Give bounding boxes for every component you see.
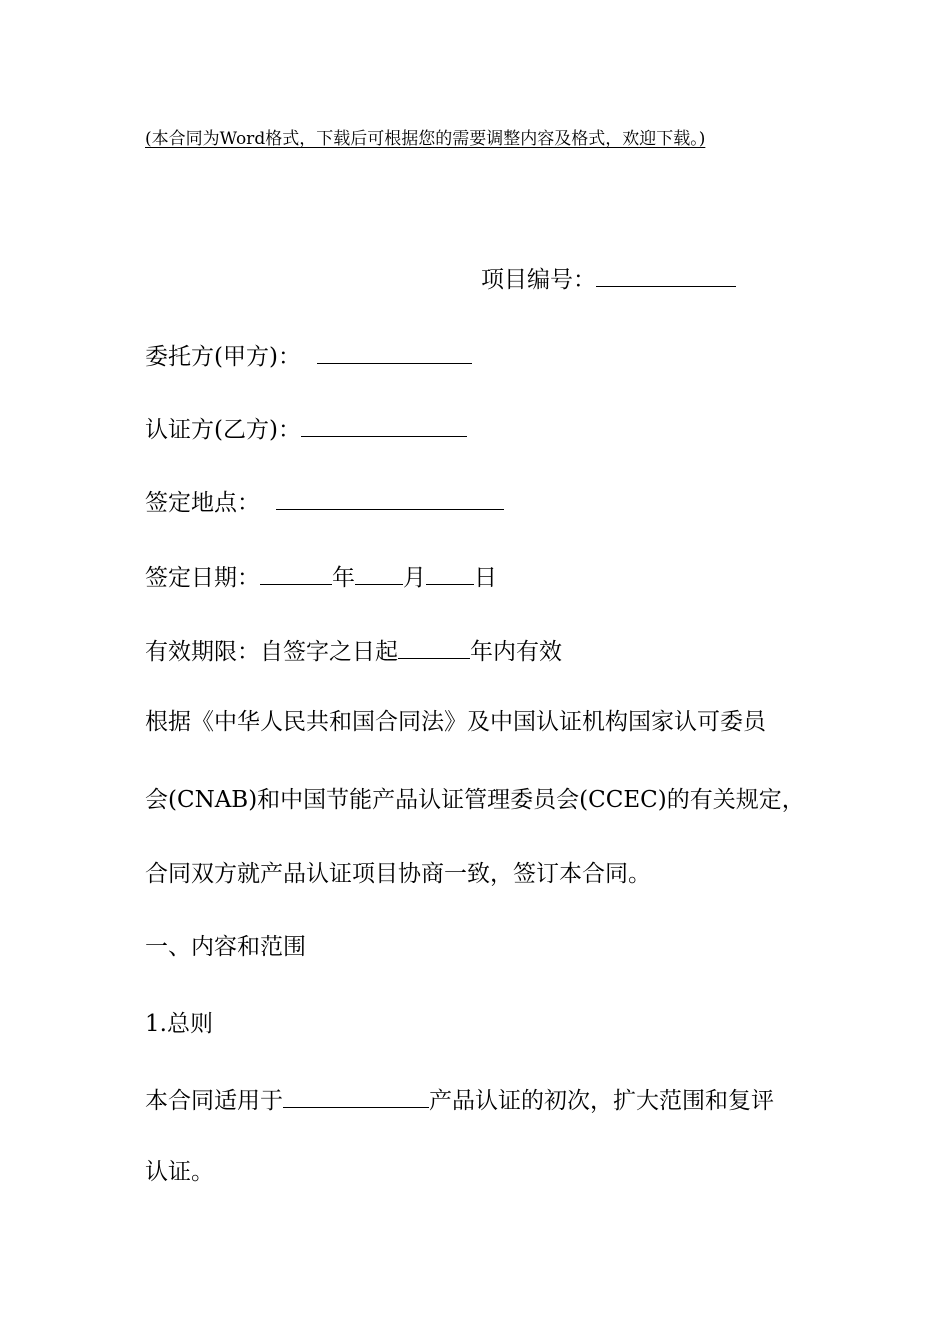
scope-prefix: 本合同适用于 bbox=[145, 1088, 283, 1114]
scope-suffix: 产品认证的初次，扩大范围和复评 bbox=[429, 1088, 774, 1114]
scope-line-1 bbox=[145, 1083, 774, 1116]
party-b-blank bbox=[301, 412, 467, 437]
year-label: 年 bbox=[332, 565, 355, 591]
product-blank bbox=[283, 1083, 429, 1108]
party-a-label: 委托方(甲方)： bbox=[145, 344, 301, 370]
preamble-line-3: 合同双方就产品认证项目协商一致，签订本合同。 bbox=[145, 861, 651, 887]
validity-label: 有效期限：自签字之日起 bbox=[145, 639, 398, 665]
signing-place-blank bbox=[276, 485, 504, 510]
validity-suffix: 年内有效 bbox=[470, 639, 562, 665]
project-number-label: 项目编号： bbox=[481, 267, 596, 293]
party-b-label: 认证方(乙方)： bbox=[145, 417, 301, 443]
party-a-line bbox=[145, 339, 472, 372]
project-number-blank bbox=[596, 262, 736, 287]
section-1-title: 一、内容和范围 bbox=[145, 934, 306, 960]
validity-years-blank bbox=[398, 634, 470, 659]
signing-place-line bbox=[145, 485, 504, 518]
year-blank bbox=[260, 560, 332, 585]
month-blank bbox=[355, 560, 403, 585]
project-number-line bbox=[481, 262, 736, 295]
month-label: 月 bbox=[403, 565, 426, 591]
preamble-line-2: 会(CNAB)和中国节能产品认证管理委员会(CCEC)的有关规定， bbox=[145, 787, 805, 813]
party-b-line bbox=[145, 412, 467, 445]
day-blank bbox=[426, 560, 474, 585]
signing-date-line bbox=[145, 560, 497, 593]
signing-place-label: 签定地点： bbox=[145, 490, 260, 516]
clause-1-title: 1.总则 bbox=[145, 1011, 213, 1037]
scope-line-2: 认证。 bbox=[145, 1159, 214, 1185]
signing-date-label: 签定日期： bbox=[145, 565, 260, 591]
validity-line bbox=[145, 634, 562, 667]
format-notice: (本合同为Word格式，下载后可根据您的需要调整内容及格式，欢迎下载。) bbox=[145, 129, 706, 149]
preamble-line-1: 根据《中华人民共和国合同法》及中国认证机构国家认可委员 bbox=[145, 709, 766, 735]
party-a-blank bbox=[317, 339, 472, 364]
day-label: 日 bbox=[474, 565, 497, 591]
